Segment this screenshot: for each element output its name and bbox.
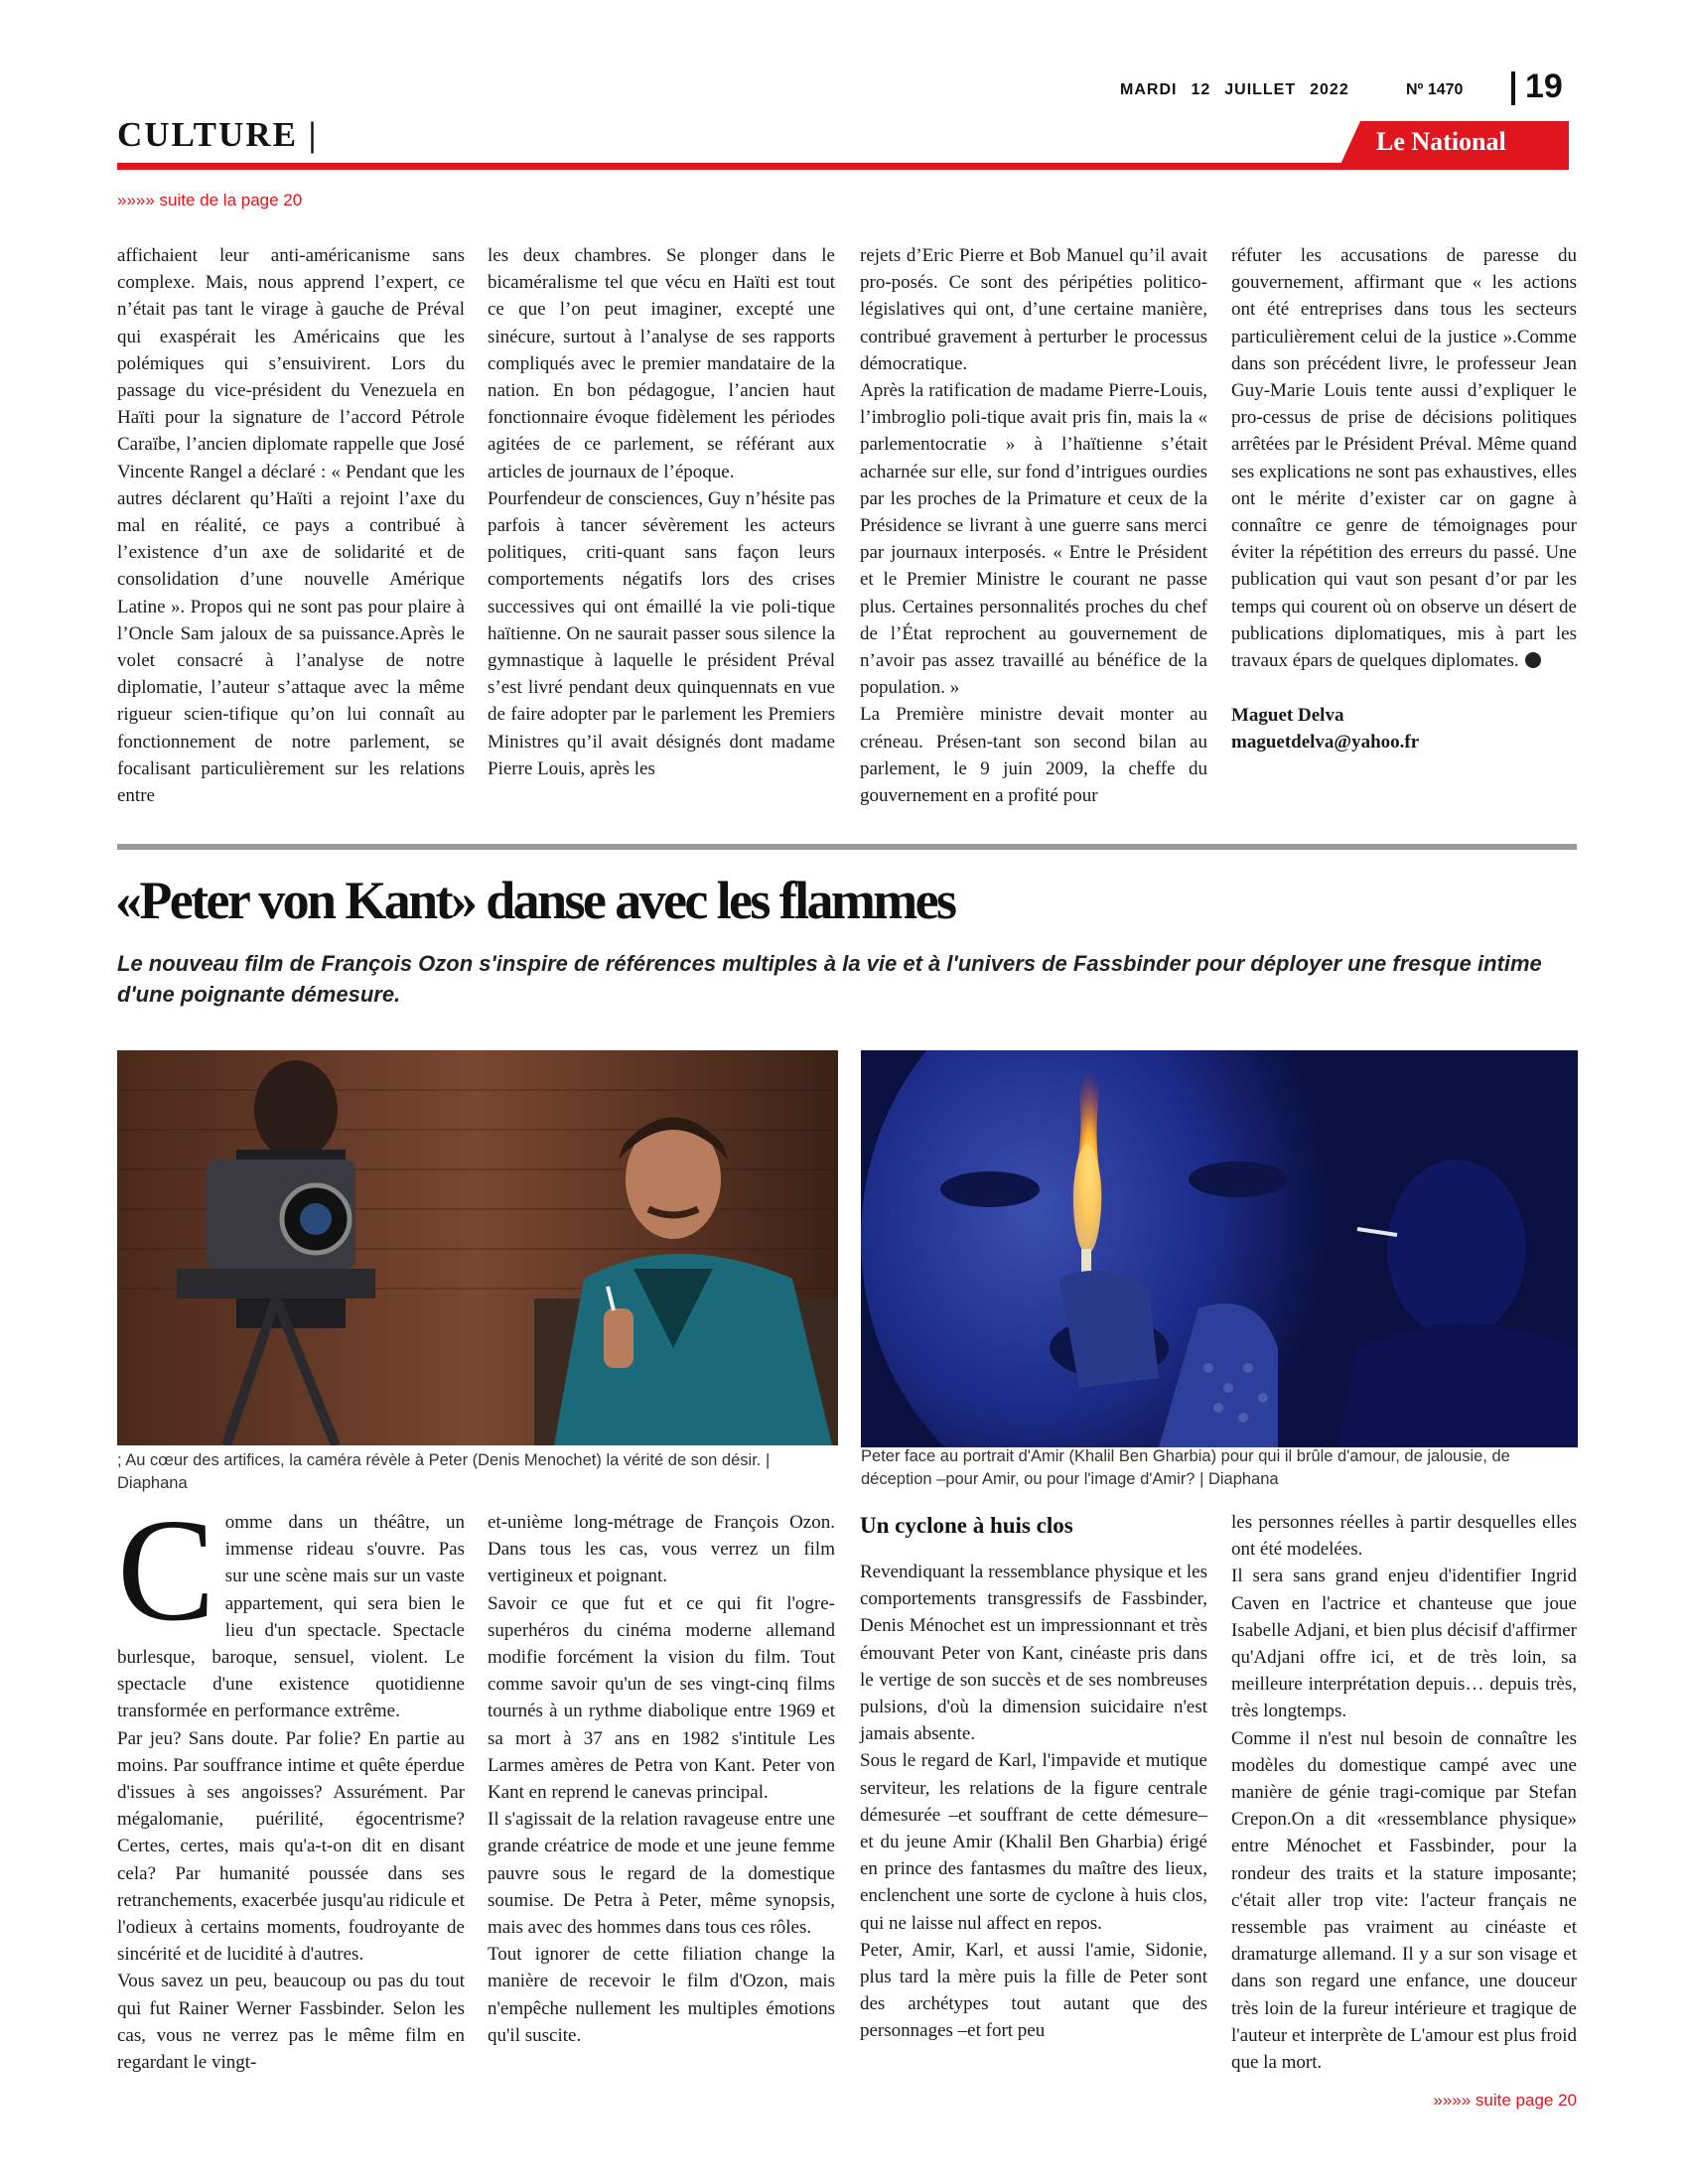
issue-date	[1120, 81, 1398, 99]
photo-flame-portrait	[861, 1050, 1578, 1447]
continued-from-link[interactable]: »»»» suite de la page 20	[117, 191, 303, 209]
page-number-divider	[1511, 71, 1515, 105]
top-article-column-3	[860, 242, 1207, 809]
paragraph: et-unième long-métrage de François Ozon. Dans tous les cas, vous verrez un film vertigineux et poignant.	[488, 1512, 835, 1587]
paragraph: Pourfendeur de consciences, Guy n’hésite pas parfois à tancer sévèrement les acteurs politiques, criti-quant sans façon leurs comportements négatifs lors des crises successives qui ont émaillé la vie poli-tique haïtienne. On ne saurait passer sous silence la gymnastique à laquelle le président Préval s’est livré pendant deux quinquennats en vue de faire adopter par le parlement les Premiers Ministres qu’il avait désignés dont madame Pierre Louis, après les	[488, 487, 835, 779]
paragraph: les personnes réelles à partir desquelles elles ont été modelées.	[1231, 1512, 1577, 1561]
photo-right-caption: Peter face au portrait d'Amir (Khalil Ben Gharbia) pour qui il brûle d'amour, de jalousie, de déception –pour Amir, ou pour l'image d'Amir? | Diaphana	[861, 1447, 1510, 1488]
date-year: 2022	[1310, 81, 1349, 98]
paragraph: Il sera sans grand enjeu d'identifier Ingrid Caven en l'actrice et chanteuse que joue Isabelle Adjani, et bien plus décisif d'affirmer qu'Adjani offre ici, et de très loin, sa meilleure interprétation depuis… depuis très, très longtemps.	[1231, 1566, 1577, 1722]
paragraph: Il s'agissait de la relation ravageuse entre une grande créatrice de mode et une jeune femme pauvre sous le regard de la domestique soumise. De Petra à Peter, même synopsis, mais avec des hommes dans tous ces rôles.	[488, 1809, 835, 1939]
paragraph: Revendiquant la ressemblance physique et les comportements transgressifs de Fassbinder, Denis Ménochet est un impressionnant et très émouvant Peter von Kant, cinéaste pris dans le vertige de son succès et de ses nombreuses pulsions, d'où la dimension suicidaire n'est jamais absente.	[860, 1562, 1207, 1745]
article-subheading: Un cyclone à huis clos	[860, 1513, 1073, 1538]
photo-camera-scene-image	[117, 1050, 838, 1445]
top-article-column-4	[1231, 242, 1577, 756]
paragraph: Vous savez un peu, beaucoup ou pas du tout qui fut Rainer Werner Fassbinder. Selon les cas, vous ne verrez pas le même film en regardant le vingt-	[117, 1971, 465, 2074]
date-weekday: MARDI	[1120, 81, 1178, 98]
article-standfirst: Le nouveau film de François Ozon s'inspire de références multiples à la vie et à l'univers de Fassbinder pour déployer une fresque intime d'une poignante démesure.	[117, 951, 1542, 1007]
paragraph-text: réfuter les accusations de paresse du gouvernement, affirmant que « les actions ont été entreprises dans tous les secteurs particulièrement celui de la justice ».Comme dans son précédent livre, le professeur Jean Guy-Marie Louis tente aussi d’expliquer le pro-cessus de prise de décisions politiques arrêtées par le Président Préval. Même quand ses explications ne sont pas exhaustives, elles ont le mérite d’exister car on gagne à connaître ce genre de témoignages pour éviter la répétition des erreurs du passé. Une publication qui vaut son pesant d’or par les temps qui courent où on observe un désert de publications diplomatiques, mis à part les travaux épars de quelques diplomates.	[1231, 245, 1577, 672]
paragraph: Après la ratification de madame Pierre-Louis, l’imbroglio poli-tique avait pris fin, mais la « parlementocratie » à l’haïtienne s’était acharnée sur elle, sur fond d’intrigues ourdies par les proches de la Primature et ceux de la Présidence se livrant à une guerre sans merci par journaux interposés. « Entre le Président et le Premier Ministre le courant ne passe plus. Certaines personnalités proches du chef de l’État reprochent au gouvernement de n’avoir pas assez travaillé au bénéfice de la population. »	[860, 380, 1207, 699]
paragraph: affichaient leur anti-américanisme sans complexe. Mais, nous apprend l’expert, ce n’était pas tant le virage à gauche de Préval qui exaspérait les Américains que les polémiques qui s’ensuivirent. Lors du passage du vice-président du Venezuela en Haïti pour la signature de l’accord Pétrole Caraïbe, l’ancien diplomate rappelle que José Vincente Rangel a déclaré : « Pendant que les autres déclarent qu’Haïti a rejoint l’axe du mal en réalité, ce pays a contribué à l’existence d’un axe de solidarité et de consolidation d’une nouvelle Amérique Latine ». Propos qui ne sont pas pour plaire à l’Oncle Sam jaloux de sa puissance.Après le volet consacré à l’analyse de notre diplomatie, l’auteur s’attaque avec la même rigueur scien-tifique qu’on lui connaît au fonctionnement de notre parlement, se focalisant particulièrement sur les relations entre	[117, 245, 465, 807]
photo-left-caption: ; Au cœur des artifices, la caméra révèle à Peter (Denis Menochet) la vérité de son désir. | Diaphana	[117, 1451, 771, 1492]
drop-cap: C	[117, 1489, 215, 1652]
paragraph: Par jeu? Sans doute. Par folie? En partie au moins. Par souffrance intime et quête éperdue d'issues à ses angoisses? Assurément. Par mégalomanie, puérilité, égocentrisme? Certes, certes, mais qu'a-t-on dit en disant cela? Par humanité poussée dans ses retranchements, exacerbée jusqu'au ridicule et l'odieux à certains moments, foudroyante de sincérité et de lucidité à d'autres.	[117, 1727, 465, 1966]
paragraph	[1231, 242, 1577, 674]
paragraph: Peter, Amir, Karl, et aussi l'amie, Sidonie, plus tard la mère puis la fille de Peter sont des archétypes tout autant que des personnages –et fort peu	[860, 1939, 1207, 2042]
author-email-link[interactable]: maguetdelva@yahoo.fr	[1231, 732, 1420, 753]
paragraph: Comme il n'est nul besoin de connaître les modèles du domestique campé avec une manière de génie tragi-comique par Stefan Crepon.On a dit «ressemblance physique» entre Ménochet et Fassbinder, pour la rondeur des traits et la stature imposante; c'était aller trop vite: l'acteur français ne ressemble pas vraiment au cinéaste et dramaturge allemand. Il y a sur son visage et dans son regard une enfance, une douceur très loin de la fureur intérieure et tragique de l'auteur et interprète de L'amour est plus froid que la mort.	[1231, 1727, 1577, 2074]
paragraph: les deux chambres. Se plonger dans le bicaméralisme tel que vécu en Haïti est tout ce que l’on peut imaginer, excepté une sinécure, surtout à l’analyse de ses rapports compliqués avec le premier mandataire de la nation. En bon pédagogue, l’ancien haut fonctionnaire évoque fidèlement les périodes agitées de ce parlement, se référant aux articles de journaux de l’époque.	[488, 245, 835, 482]
article-divider	[117, 844, 1577, 850]
paragraph: La Première ministre devait monter au créneau. Présen-tant son second bilan au parlement, le 9 juin 2009, la cheffe du gouvernement en a profité pour	[860, 704, 1207, 807]
date-month: JUILLET	[1224, 81, 1297, 98]
top-article-column-2	[488, 242, 835, 782]
paragraph: Tout ignorer de cette filiation change la manière de recevoir le film d'Ozon, mais n'empêche nullement les multiples émotions qu'il suscite.	[488, 1944, 835, 2046]
main-article-column-2	[488, 1509, 835, 2049]
article-headline: «Peter von Kant» danse avec les flammes	[115, 871, 955, 930]
paragraph: rejets d’Eric Pierre et Bob Manuel qu’il avait pro-posés. Ce sont des péripéties politico-législatives qui ont, d’une certaine manière, contribué gravement à perturber le processus démocratique.	[860, 245, 1207, 374]
continued-on-link[interactable]: »»»» suite page 20	[1433, 2091, 1577, 2110]
paragraph: Sous le regard de Karl, l'impavide et mutique serviteur, les relations de la figure centrale démesurée –et souffrant de cette démesure– et du jeune Amir (Khalil Ben Gharbia) érigé en prince des fantasmes du maître des lieux, enclenchent une sorte de cyclone à huis clos, qui ne laisse nul affect en repos.	[860, 1750, 1207, 1934]
author-name: Maguet Delva	[1231, 705, 1344, 727]
brand-name: Le National	[1376, 127, 1506, 156]
section-label: CULTURE |	[117, 115, 319, 154]
paragraph: Savoir ce que fut et ce qui fit l'ogre-superhéros du cinéma moderne allemand modifie forcément la vision du film. Tout comme savoir qu'un de ses vingt-cinq films tournés à un rythme diabolique entre 1969 et sa mort à 37 ans en 1982 s'intitule Les Larmes amères de Petra von Kant. Peter von Kant en reprend le canevas principal.	[488, 1592, 835, 1804]
end-of-article-icon	[1525, 652, 1541, 668]
date-day: 12	[1191, 81, 1211, 98]
photo-flame-portrait-image	[861, 1050, 1578, 1447]
header-rule	[117, 163, 1569, 170]
main-article-column-4	[1231, 1509, 1577, 2076]
top-article-column-1	[117, 242, 465, 809]
photo-camera-scene	[117, 1050, 838, 1445]
main-article-column-3	[860, 1559, 1207, 2045]
paragraph: omme dans un théâtre, un immense rideau s'ouvre. Pas sur une scène mais sur un vaste appartement, qui sera bien le lieu d'un spectacle. Spectacle burlesque, baroque, sensuel, violent. Le spectacle d'une existence quotidienne transformée en performance extrême.	[117, 1512, 465, 1722]
issue-number: Nº 1470	[1406, 81, 1464, 98]
page-number: 19	[1525, 68, 1563, 105]
main-article-column-1	[117, 1489, 465, 2076]
